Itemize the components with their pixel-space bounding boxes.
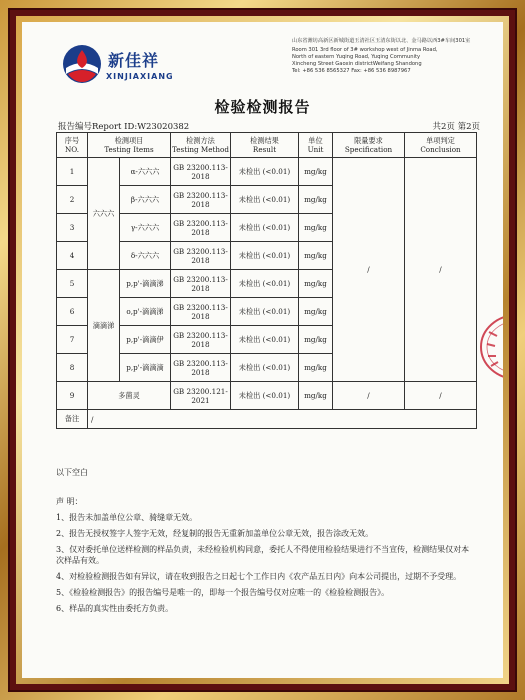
row-unit: mg/kg [299,242,333,270]
contact-line: Tel: +86 536 8565327 Fax: +86 536 8987967 [292,68,411,74]
row-no: 6 [57,298,88,326]
row-result: 未检出 (<0.01) [231,242,299,270]
row-unit: mg/kg [299,382,333,410]
declaration-title: 声 明： [56,497,83,506]
group-label: 滴滴涕 [88,270,120,382]
row-method: GB 23200.121-2021 [171,382,231,410]
row-unit: mg/kg [299,354,333,382]
row-method: GB 23200.113-2018 [171,242,231,270]
conclusion-merged: / [405,158,477,382]
row-result: 未检出 (<0.01) [231,382,299,410]
row-no: 8 [57,354,88,382]
row-method: GB 23200.113-2018 [171,354,231,382]
header-method: 检测方法 Testing Method [171,133,231,158]
row-no: 7 [57,326,88,354]
header-no: 序号 NO. [57,133,88,158]
blank-below-note: 以下空白 [56,468,88,477]
row-unit: mg/kg [299,158,333,186]
company-name-cn: 新佳祥 [108,51,160,70]
declaration-item: 4、对检验检测报告如有异议，请在收到报告之日起七个工作日内《农产品五日内》向本公司提出，过期不予受理。 [56,572,462,581]
header-conclusion: 单项判定 Conclusion [405,133,477,158]
address-en-line: North of eastern Yuqing Road, Yuqing Community [292,54,421,60]
seal-stamp-icon [477,312,503,382]
row-no: 9 [57,382,88,410]
table-header-row [57,133,477,158]
row-unit: mg/kg [299,270,333,298]
declaration-item: 5、《检验检测报告》的报告编号是唯一的，即每一个报告编号仅对应唯一的《检验检测报告》。 [56,588,390,597]
row-method: GB 23200.113-2018 [171,298,231,326]
report-title: 检验检测报告 [214,98,311,116]
row-item: δ-六六六 [120,242,171,270]
row-item: o,p'-滴滴涕 [120,298,171,326]
header-unit: 单位 Unit [299,133,333,158]
header-item: 检测项目 Testing Items [88,133,171,158]
header-spec: 限量要求 Specification [333,133,405,158]
row-result: 未检出 (<0.01) [231,214,299,242]
address-cn: 山东省潍坊高新区新城街道玉清社区玉清东街以北、金马路以西3#车间301室 [292,38,471,44]
row-item: p,p'-滴滴滴 [120,354,171,382]
row-unit: mg/kg [299,214,333,242]
remark-label: 备注 [57,410,88,429]
declaration-item: 3、仅对委托单位送样检测的样品负责，未经检验机构同意，委托人不得使用检验结果进行不当宣传，检测结果仅对本次样品有效。 [56,545,470,565]
row-unit: mg/kg [299,186,333,214]
row-no: 1 [57,158,88,186]
row-unit: mg/kg [299,326,333,354]
report-number: 报告编号Report ID:W23020382 [58,122,190,132]
row-result: 未检出 (<0.01) [231,298,299,326]
row-item: γ-六六六 [120,214,171,242]
row-no: 5 [57,270,88,298]
row-result: 未检出 (<0.01) [231,158,299,186]
row-method: GB 23200.113-2018 [171,186,231,214]
report-paper [22,22,503,678]
page-indicator: 共2页 第2页 [432,122,480,132]
row-no: 3 [57,214,88,242]
row-item: p,p'-滴滴伊 [120,326,171,354]
company-address [292,38,492,75]
group-label: 六六六 [88,158,120,270]
row-item: β-六六六 [120,186,171,214]
header-result: 检测结果 Result [231,133,299,158]
row-method: GB 23200.113-2018 [171,214,231,242]
spec-merged: / [333,158,405,382]
declaration-item: 2、报告无授权签字人签字无效，经复制的报告无重新加盖单位公章无效，报告涂改无效。 [56,529,374,538]
row-result: 未检出 (<0.01) [231,186,299,214]
address-en-line: Xincheng Street Gaoxin districtWeifang Shandong [292,61,422,67]
row-no: 4 [57,242,88,270]
row-result: 未检出 (<0.01) [231,326,299,354]
row-method: GB 23200.113-2018 [171,270,231,298]
declaration-item: 6、样品的真实性由委托方负责。 [56,604,174,613]
table-row [57,158,477,186]
company-logo [62,44,192,104]
row-result: 未检出 (<0.01) [231,270,299,298]
declaration-block [56,496,476,619]
results-table [56,132,477,429]
row-item: p,p'-滴滴涕 [120,270,171,298]
declaration-item: 1、报告未加盖单位公章、骑缝章无效。 [56,513,198,522]
row-conclusion: / [405,382,477,410]
remark-row [57,410,477,429]
table-row [57,382,477,410]
company-name-en: XINJIAXIANG [106,72,174,81]
row-item: 多菌灵 [88,382,171,410]
row-method: GB 23200.113-2018 [171,158,231,186]
row-result: 未检出 (<0.01) [231,354,299,382]
row-item: α-六六六 [120,158,171,186]
remark-value: / [88,410,477,429]
logo-mark-icon [62,44,102,84]
row-unit: mg/kg [299,298,333,326]
row-spec: / [333,382,405,410]
row-no: 2 [57,186,88,214]
address-en-line: Room 301 3rd floor of 3# workshop west of Jinma Road, [292,47,438,53]
row-method: GB 23200.113-2018 [171,326,231,354]
